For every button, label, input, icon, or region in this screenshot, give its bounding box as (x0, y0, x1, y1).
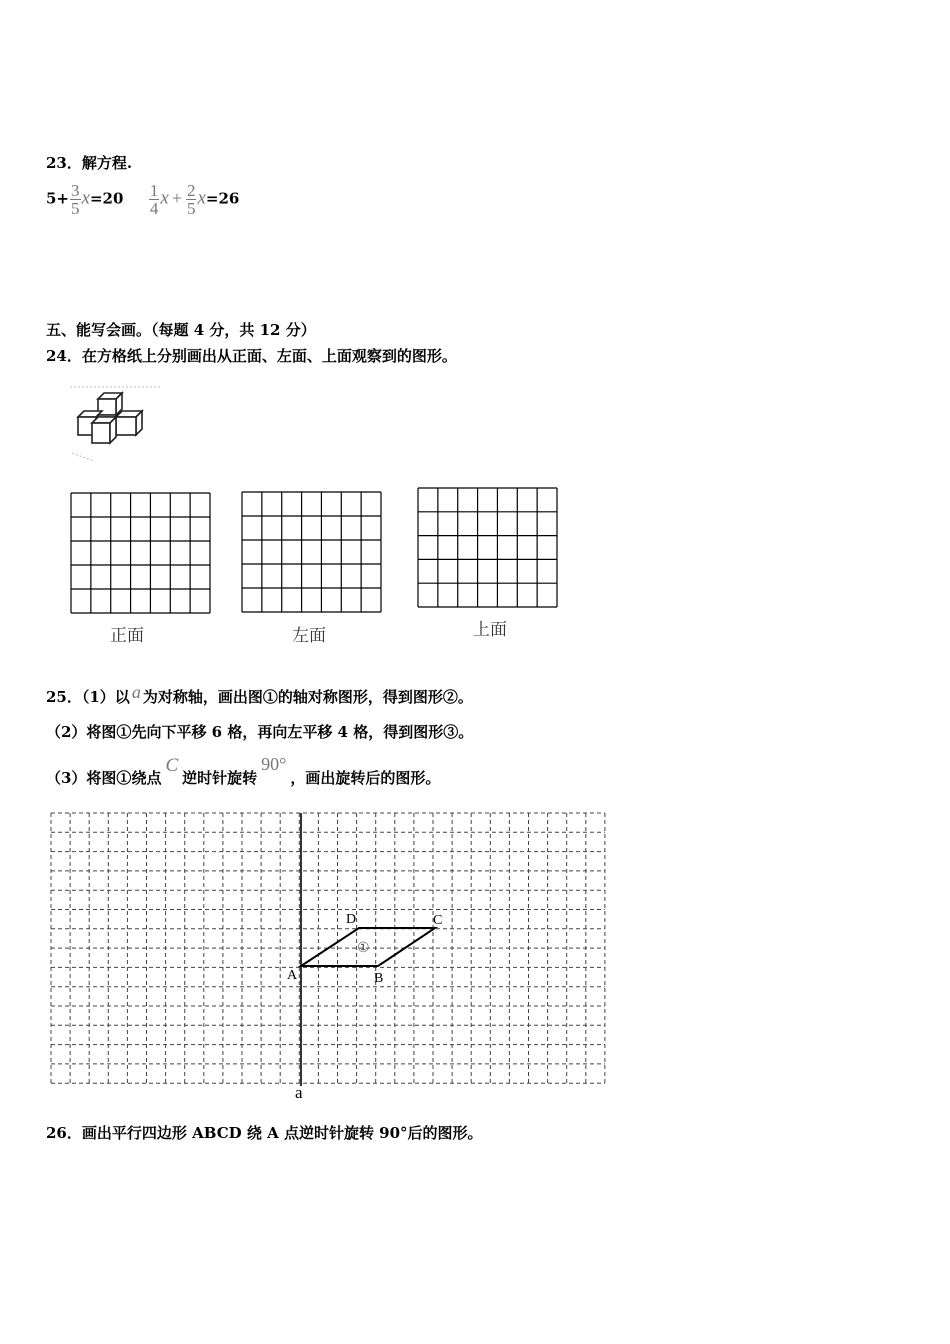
view-grid-left[interactable] (241, 491, 383, 615)
point-label-c: C (433, 913, 443, 928)
grid-label-front: 正面 (110, 626, 144, 646)
q23-title: 23．解方程. (46, 154, 133, 172)
q25-part3: （3）将图①绕点C逆时针旋转90°，画出旋转后的图形。 (46, 754, 441, 787)
q25-part1: 25．（1）以 a 为对称轴，画出图①的轴对称图形，得到图形②。 (46, 682, 473, 706)
grid-label-left: 左面 (292, 626, 326, 646)
q25-part2: （2）将图①先向下平移 6 格，再向左平移 4 格，得到图形③。 (46, 723, 474, 741)
coordinate-grid-diagram[interactable] (48, 810, 612, 1100)
point-label-a: A (287, 968, 298, 983)
eq1-variable: x (81, 187, 90, 209)
eq2-fraction-2: $\frac{2}{5}$ (186, 181, 196, 218)
eq1-tail: =20 (89, 189, 124, 208)
cube-stack-figure (66, 385, 166, 465)
eq2-variable-1: x (160, 187, 169, 209)
axis-label-a: a (295, 1083, 303, 1100)
point-symbol-c: C (165, 755, 179, 776)
view-grid-front[interactable] (70, 492, 212, 616)
q24-title: 24．在方格纸上分别画出从正面、左面、上面观察到的图形。 (46, 347, 457, 365)
grid-label-top: 上面 (473, 620, 507, 640)
eq2-tail: =26 (205, 189, 240, 208)
eq2-variable-2: x (197, 187, 206, 209)
eq2-fraction-1: $\frac{1}{4}$ (149, 181, 159, 218)
axis-symbol-a: a (131, 682, 141, 702)
q23-equations (46, 182, 239, 217)
eq1-lead: 5+ (46, 189, 70, 208)
shape-label-1: ① (357, 941, 370, 956)
view-grid-top[interactable] (417, 487, 559, 611)
angle-symbol: 90° (261, 754, 287, 774)
q26-title: 26．画出平行四边形 ABCD 绕 A 点逆时针旋转 90°后的图形。 (46, 1124, 483, 1142)
eq1-fraction: $\frac{3}{5}$ (71, 181, 80, 218)
point-label-d: D (346, 912, 357, 927)
section5-heading: 五、能写会画。（每题 4 分，共 12 分） (46, 321, 316, 339)
point-label-b: B (374, 971, 384, 986)
eq2-plus: + (171, 187, 182, 208)
